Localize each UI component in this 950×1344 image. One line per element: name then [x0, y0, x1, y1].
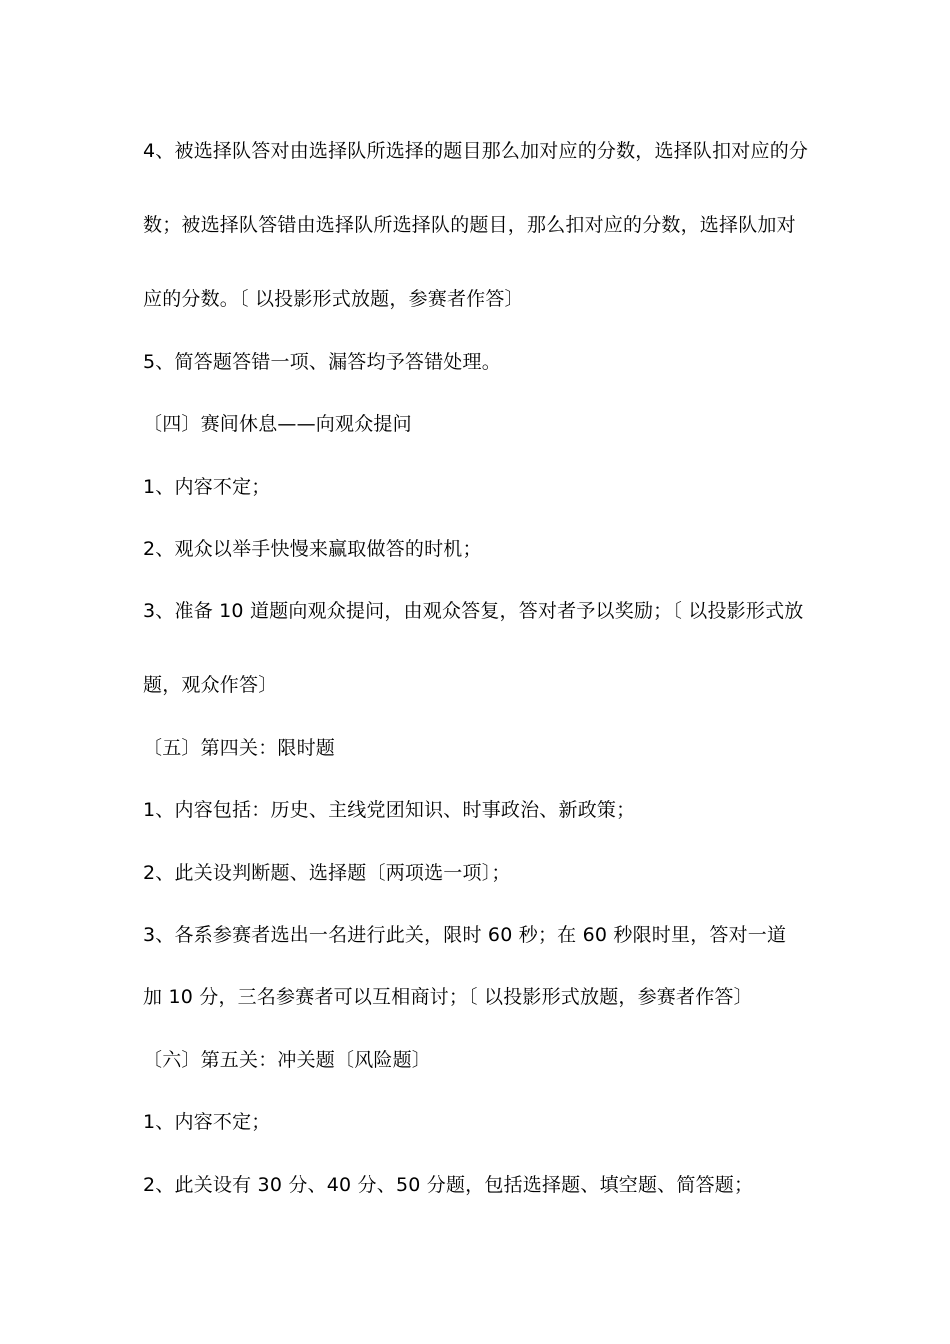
text-line: 题，观众作答〕 [143, 674, 278, 696]
text-line: 3、准备 10 道题向观众提问，由观众答复，答对者予以奖励；〔 以投影形式放 [143, 600, 804, 622]
section-heading: 〔四〕赛间休息——向观众提问 [143, 413, 412, 435]
section-heading: 〔六〕第五关：冲关题〔风险题〕 [143, 1049, 432, 1071]
section-heading: 〔五〕第四关：限时题 [143, 737, 336, 759]
text-line: 应的分数。〔 以投影形式放题，参赛者作答〕 [143, 288, 524, 310]
text-line: 1、内容包括：历史、主线党团知识、时事政治、新政策； [143, 799, 636, 821]
text-line: 4、被选择队答对由选择队所选择的题目那么加对应的分数，选择队扣对应的分 [143, 140, 809, 162]
text-line: 2、观众以举手快慢来赢取做答的时机； [143, 538, 482, 560]
text-line: 数；被选择队答错由选择队所选择队的题目，那么扣对应的分数，选择队加对 [143, 214, 796, 236]
text-line: 1、内容不定； [143, 1111, 271, 1133]
text-line: 2、此关设判断题、选择题〔两项选一项〕； [143, 862, 511, 884]
text-line: 2、此关设有 30 分、40 分、50 分题，包括选择题、填空题、简答题； [143, 1174, 754, 1196]
text-line: 1、内容不定； [143, 476, 271, 498]
text-line: 3、各系参赛者选出一名进行此关，限时 60 秒；在 60 秒限时里，答对一道 [143, 924, 787, 946]
text-line: 加 10 分，三名参赛者可以互相商讨；〔 以投影形式放题，参赛者作答〕 [143, 986, 753, 1008]
text-line: 5、简答题答错一项、漏答均予答错处理。 [143, 351, 501, 373]
